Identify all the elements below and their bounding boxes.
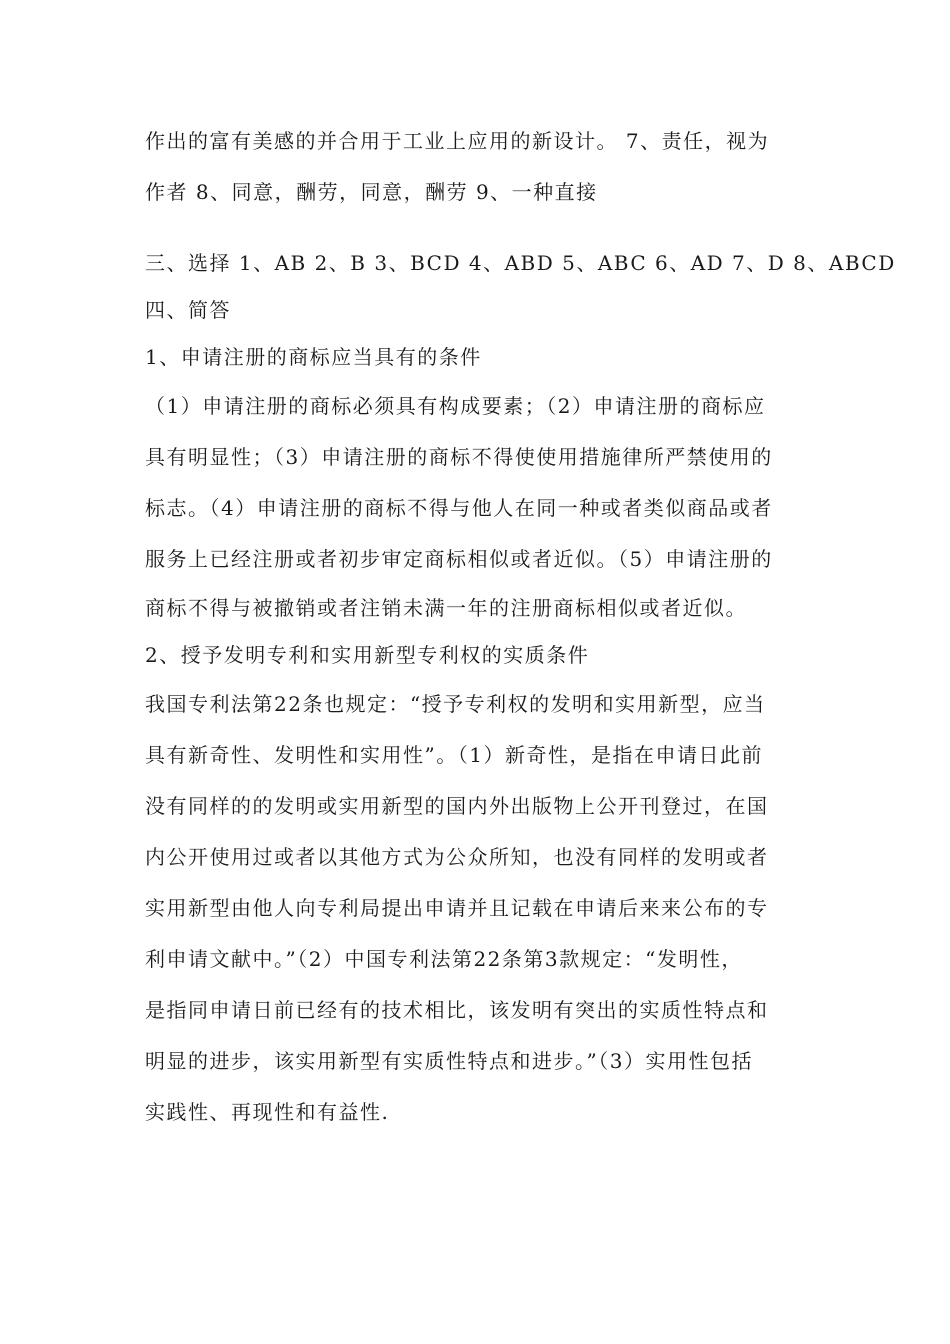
subsection-heading: 1、申请注册的商标应当具有的条件 [145, 345, 482, 369]
text-line: 利申请文献中。”（2）中国专利法第22条第3款规定：“发明性， [145, 947, 743, 971]
text-line: 具有明显性；（3）申请注册的商标不得使使用措施律所严禁使用的 [145, 445, 773, 469]
text-line: 没有同样的的发明或实用新型的国内外出版物上公开刊登过，在国 [145, 794, 769, 818]
text-line: 我国专利法第22条也规定：“授予专利权的发明和实用新型，应当 [145, 692, 766, 716]
text-line: 服务上已经注册或者初步审定商标相似或者近似。（5）申请注册的 [145, 547, 773, 571]
text-line: 实用新型由他人向专利局提出申请并且记载在申请后来来公布的专 [145, 896, 769, 920]
text-line: 实践性、再现性和有益性. [145, 1100, 390, 1124]
text-line: 作者 8、同意，酬劳，同意，酬劳 9、一种直接 [145, 180, 598, 204]
text-line: 标志。（4）申请注册的商标不得与他人在同一种或者类似商品或者 [145, 496, 773, 520]
text-line: 是指同申请日前已经有的技术相比，该发明有突出的实质性特点和 [145, 998, 769, 1022]
paragraph-gap [145, 218, 805, 240]
subsection-heading: 2、授予发明专利和实用新型专利权的实质条件 [145, 643, 590, 667]
section-heading: 四、简答 [145, 298, 231, 322]
text-line: 三、选择 1、AB 2、B 3、BCD 4、ABD 5、ABC 6、AD 7、D 8、ABCD [145, 251, 896, 275]
text-line: （1）申请注册的商标必须具有构成要素；（2）申请注册的商标应 [145, 394, 766, 418]
document-body [145, 116, 896, 1138]
text-line: 作出的富有美感的并合用于工业上应用的新设计。 7、责任，视为 [145, 129, 770, 153]
text-line: 商标不得与被撤销或者注销未满一年的注册商标相似或者近似。 [145, 596, 747, 620]
text-line: 具有新奇性、发明性和实用性”。（1）新奇性，是指在申请日此前 [145, 743, 763, 767]
text-line: 内公开使用过或者以其他方式为公众所知，也没有同样的发明或者 [145, 845, 769, 869]
text-line: 明显的进步，该实用新型有实质性特点和进步。”（3）实用性包括 [145, 1049, 753, 1073]
